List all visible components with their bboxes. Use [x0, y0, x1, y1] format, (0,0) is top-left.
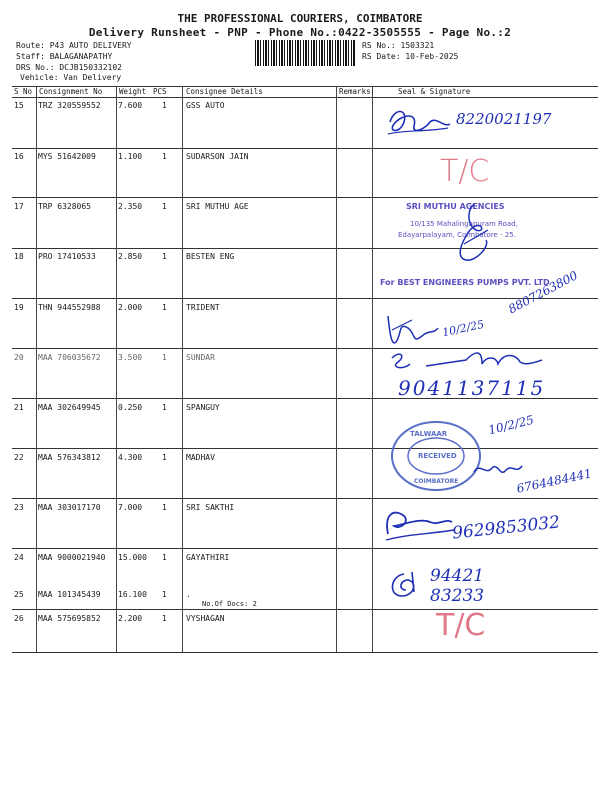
row-sno: 16	[14, 152, 24, 161]
row-weight: 2.350	[118, 202, 143, 211]
handwritten-phone: 8220021197	[456, 110, 552, 128]
col-pcs-header: PCS	[153, 87, 167, 96]
row-sno: 25	[14, 590, 24, 599]
row-weight: 7.000	[118, 503, 143, 512]
row-consignment: TRP 6328065	[38, 202, 91, 211]
row-weight: 2.200	[118, 614, 143, 623]
table-bottom-border	[12, 652, 598, 653]
handwritten-date: 10/2/25	[441, 317, 486, 340]
vehicle-info: Vehicle: Van Delivery	[20, 73, 122, 82]
row-pcs: 1	[162, 152, 167, 161]
handwritten-tc: T/C	[440, 154, 490, 189]
row-divider	[12, 298, 598, 299]
row-weight: 2.000	[118, 303, 143, 312]
row-weight: 1.100	[118, 152, 143, 161]
signature-scribble	[384, 568, 424, 602]
rs-number: RS No.: 1503321	[362, 41, 435, 50]
staff-info: Staff: BALAGANAPATHY	[16, 52, 113, 61]
handwritten-phone: 94421 83233	[430, 566, 485, 606]
rs-date: RS Date: 10-Feb-2025	[362, 52, 459, 61]
stamp-text: RECEIVED	[418, 452, 457, 460]
stamp-text: TALWAAR	[410, 430, 448, 438]
signature-scribble	[386, 346, 546, 374]
row-pcs: 1	[162, 590, 167, 599]
row-consignment: MAA 303017170	[38, 503, 101, 512]
row-consignee: .	[186, 590, 191, 599]
company-title: THE PROFESSIONAL COURIERS, COIMBATORE	[177, 12, 423, 25]
signature-scribble	[446, 200, 496, 270]
row-pcs: 1	[162, 614, 167, 623]
col-seal-header: Seal & Signature	[398, 87, 471, 96]
handwritten-phone: 8807263800	[506, 268, 580, 317]
row-pcs: 1	[162, 101, 167, 110]
row-consignee: TRIDENT	[186, 303, 220, 312]
row-pcs: 1	[162, 303, 167, 312]
row-consignment: MAA 706035672	[38, 353, 101, 362]
row-weight: 3.500	[118, 353, 143, 362]
handwritten-tc: T/C	[436, 608, 486, 643]
stamp-text: 10/135 Mahalingapuram Road,	[410, 220, 518, 228]
signature-scribble	[380, 504, 460, 544]
row-sno: 19	[14, 303, 24, 312]
row-weight: 15.000	[118, 553, 147, 562]
row-consignment: THN 944552988	[38, 303, 101, 312]
col-consignee-header: Consignee Details	[186, 87, 263, 96]
row-pcs: 1	[162, 553, 167, 562]
column-divider	[182, 86, 183, 652]
row-consignment: TRZ 320559552	[38, 101, 101, 110]
row-consignee: SUNDAR	[186, 353, 215, 362]
row-pcs: 1	[162, 403, 167, 412]
column-divider	[336, 86, 337, 652]
row-sno: 20	[14, 353, 24, 362]
row-sno: 26	[14, 614, 24, 623]
stamp-text: Edayarpalayam, Coimbatore - 25.	[398, 231, 516, 239]
row-pcs: 1	[162, 503, 167, 512]
runsheet-subtitle: Delivery Runsheet - PNP - Phone No.:0422-3505555 - Page No.:2	[88, 26, 512, 39]
stamp-text: For BEST ENGINEERS PUMPS PVT. LTD	[380, 278, 550, 287]
row-pcs: 1	[162, 453, 167, 462]
column-divider	[116, 86, 117, 652]
row-sno: 18	[14, 252, 24, 261]
row-pcs: 1	[162, 252, 167, 261]
row-weight: 2.850	[118, 252, 143, 261]
row-consignee: SRI MUTHU AGE	[186, 202, 249, 211]
column-divider	[372, 86, 373, 652]
row-consignee: SUDARSON JAIN	[186, 152, 249, 161]
row-consignment: MAA 9000021940	[38, 553, 106, 562]
barcode	[255, 40, 355, 66]
handwritten-phone: 9629853032	[451, 512, 561, 544]
row-sno: 21	[14, 403, 24, 412]
header-bottom-border	[12, 97, 598, 98]
row-consignee: SRI SAKTHI	[186, 503, 235, 512]
row-weight: 7.600	[118, 101, 143, 110]
row-weight: 16.100	[118, 590, 147, 599]
row-divider	[12, 248, 598, 249]
drs-info: DRS No.: DCJB150332102	[16, 63, 122, 72]
row-sno: 17	[14, 202, 24, 211]
row-sno: 24	[14, 553, 24, 562]
row-consignment: MAA 101345439	[38, 590, 101, 599]
row-consignee: MADHAV	[186, 453, 215, 462]
col-consignment-header: Consignment No	[39, 87, 103, 96]
signature-scribble	[470, 458, 524, 482]
row-divider	[12, 609, 598, 610]
row-divider	[12, 548, 598, 549]
handwritten-date: 10/2/25	[486, 412, 536, 438]
row-consignment: MAA 302649945	[38, 403, 101, 412]
row-pcs: 1	[162, 353, 167, 362]
row-consignment: PRO 17410533	[38, 252, 96, 261]
row-divider	[12, 448, 598, 449]
row-consignment: MAA 576343812	[38, 453, 101, 462]
row-consignee: BESTEN ENG	[186, 252, 235, 261]
row-consignee: GSS AUTO	[186, 101, 225, 110]
handwritten-phone: 6764484441	[515, 466, 593, 496]
col-remarks-header: Remarks	[339, 87, 371, 96]
row-consignment: MAA 575695852	[38, 614, 101, 623]
stamp-text: SRI MUTHU AGENCIES	[406, 202, 505, 211]
row-sno: 23	[14, 503, 24, 512]
row-divider	[12, 197, 598, 198]
row-divider	[12, 148, 598, 149]
route-info: Route: P43 AUTO DELIVERY	[16, 41, 132, 50]
col-weight-header: Weight	[119, 87, 147, 96]
row-sno: 22	[14, 453, 24, 462]
row-weight: 4.300	[118, 453, 143, 462]
handwritten-phone: 9041137115	[398, 376, 546, 400]
row-consignee: SPANGUY	[186, 403, 220, 412]
row-weight: 0.250	[118, 403, 143, 412]
row-consignee: VYSHAGAN	[186, 614, 225, 623]
docs-count: No.Of Docs: 2	[202, 600, 257, 608]
stamp-text: COIMBATORE	[414, 478, 459, 485]
signature-scribble	[384, 104, 454, 140]
col-sno-header: S No	[14, 87, 33, 96]
row-divider	[12, 498, 598, 499]
row-consignment: MYS 51642009	[38, 152, 96, 161]
column-divider	[36, 86, 37, 652]
row-consignee: GAYATHIRI	[186, 553, 230, 562]
row-sno: 15	[14, 101, 24, 110]
row-pcs: 1	[162, 202, 167, 211]
